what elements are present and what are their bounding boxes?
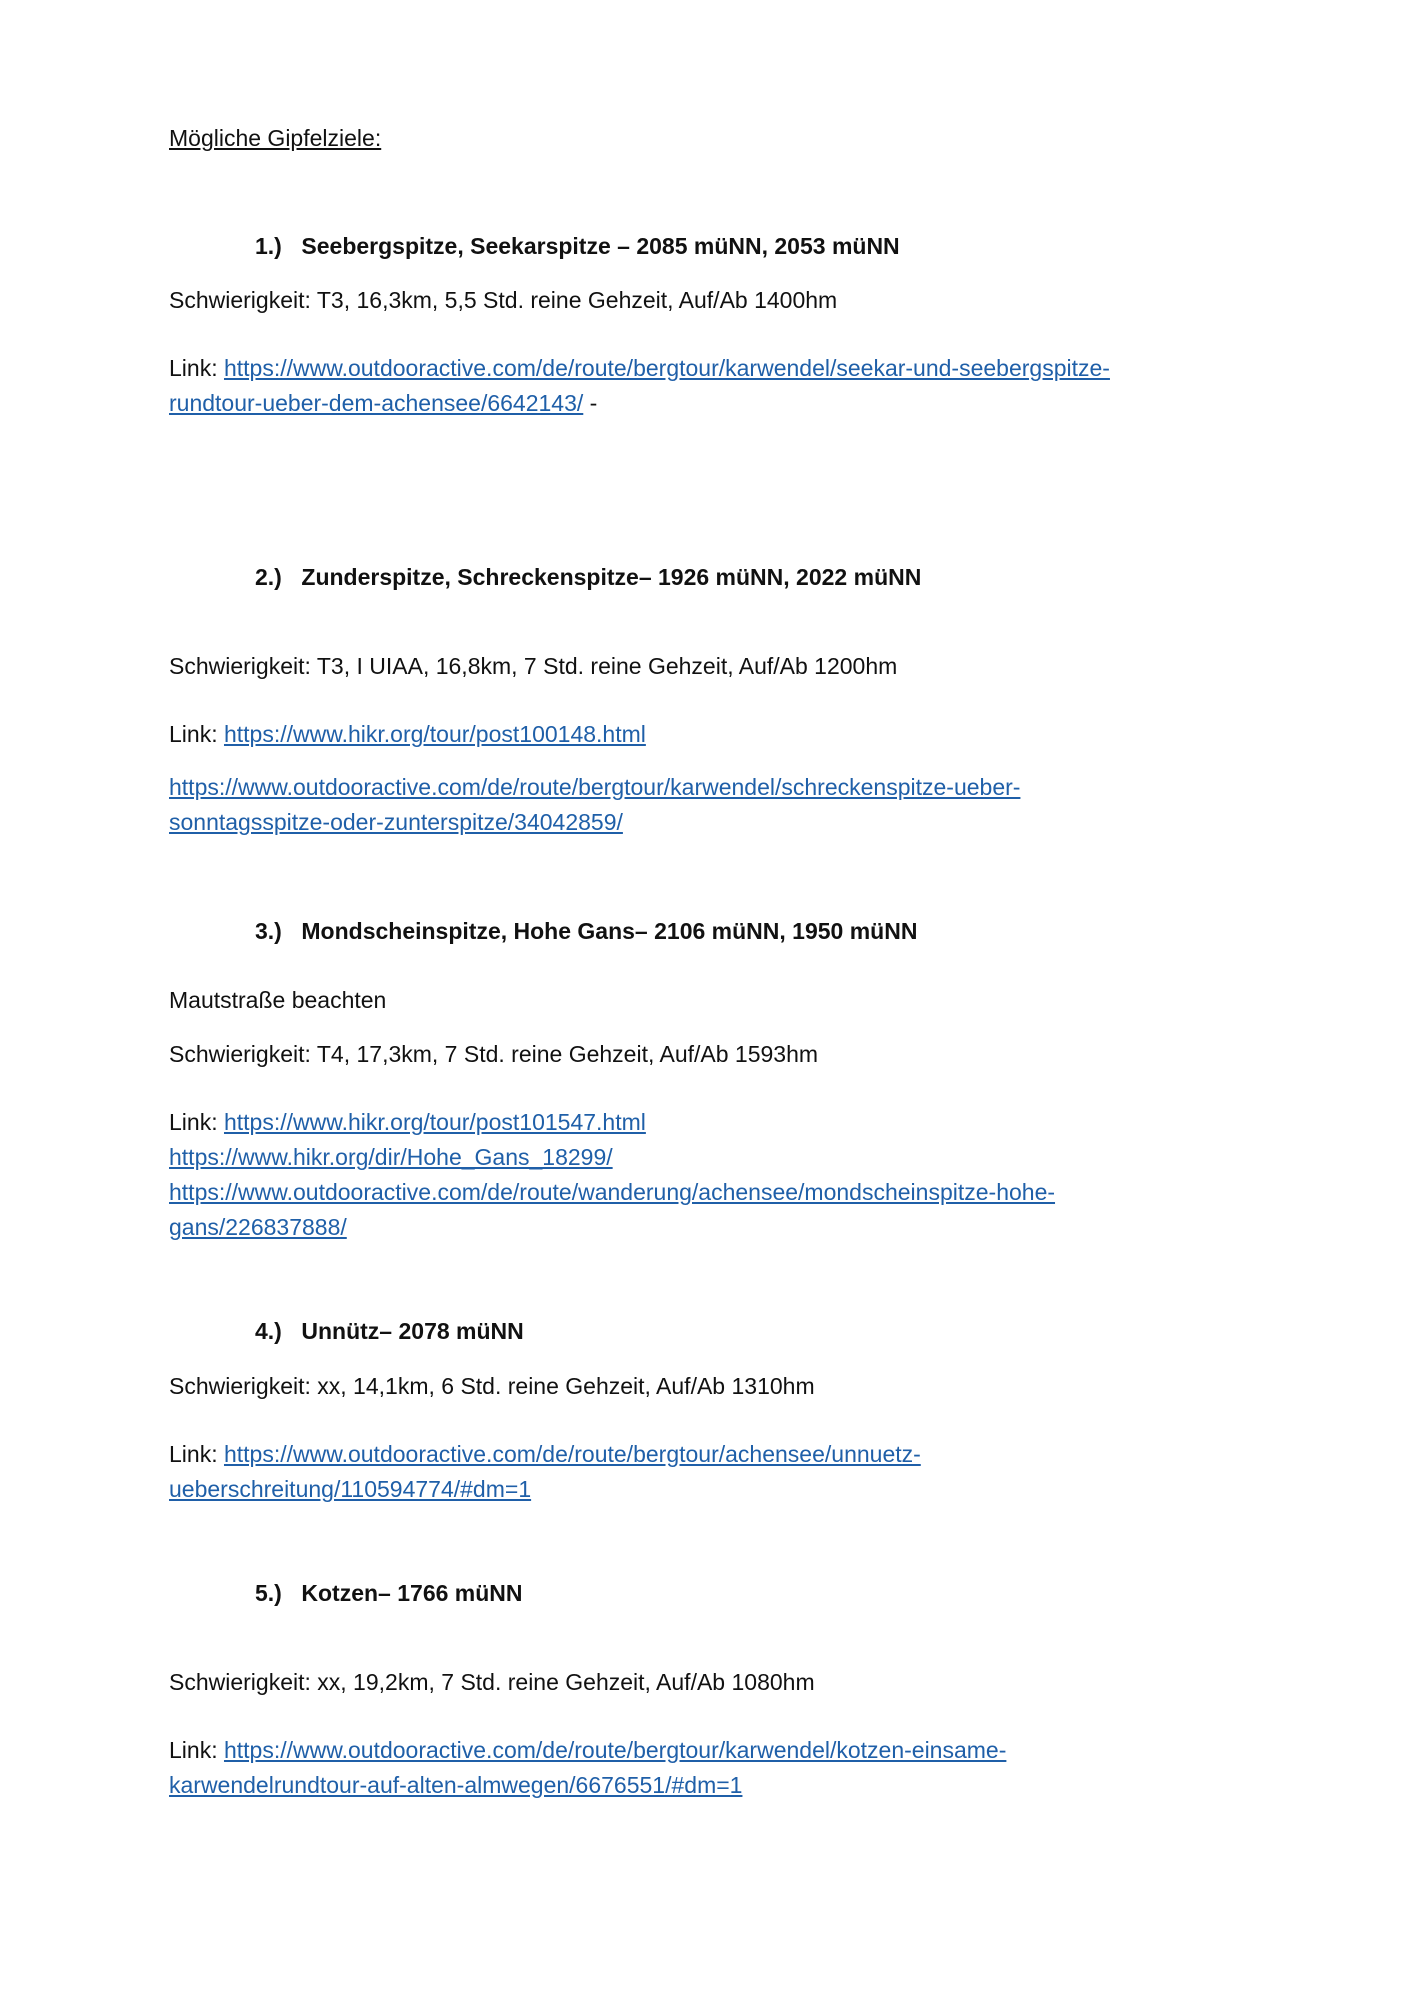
summit-3-link-3-continued[interactable]: gans/226837888/ (169, 1214, 347, 1240)
summit-4-link-line-2 (169, 1472, 531, 1506)
summit-2-difficulty: Schwierigkeit: T3, I UIAA, 16,8km, 7 Std. reine Gehzeit, Auf/Ab 1200hm (169, 653, 898, 679)
summit-5-link-line-2 (169, 1768, 742, 1802)
link-label: Link: (169, 1737, 218, 1763)
summit-number: 3.) (255, 918, 282, 944)
link-label: Link: (169, 721, 218, 747)
summit-2-link-line-1 (169, 717, 646, 751)
summit-5-link-1[interactable]: https://www.outdooractive.com/de/route/bergtour/karwendel/kotzen-einsame- (223, 1737, 1007, 1763)
summit-1-link-1-continued[interactable]: rundtour-ueber-dem-achensee/6642143/ (169, 390, 584, 416)
summit-2-link-line-2 (169, 770, 1020, 804)
summit-4-difficulty: Schwierigkeit: xx, 14,1km, 6 Std. reine Gehzeit, Auf/Ab 1310hm (169, 1373, 815, 1399)
summit-3-link-line-1 (169, 1105, 646, 1139)
summit-1-link-line-2 (169, 386, 597, 420)
summit-3-link-3[interactable]: https://www.outdooractive.com/de/route/wanderung/achensee/mondscheinspitze-hohe- (169, 1179, 1056, 1205)
summit-5-link-line-1 (169, 1733, 1006, 1767)
summit-number: 5.) (255, 1580, 282, 1606)
summit-4-link-1[interactable]: https://www.outdooractive.com/de/route/bergtour/achensee/unnuetz- (223, 1441, 921, 1467)
summit-4-link-1-continued[interactable]: ueberschreitung/110594774/#dm=1 (169, 1476, 532, 1502)
summit-1-difficulty: Schwierigkeit: T3, 16,3km, 5,5 Std. reine Gehzeit, Auf/Ab 1400hm (169, 287, 838, 313)
summit-5-link-1-continued[interactable]: karwendelrundtour-auf-alten-almwegen/6676551/#dm=1 (169, 1772, 743, 1798)
summit-title: Mondscheinspitze, Hohe Gans– 2106 müNN, 1950 müNN (301, 918, 918, 944)
summit-number: 1.) (255, 233, 282, 259)
summit-1-link-1[interactable]: https://www.outdooractive.com/de/route/bergtour/karwendel/seekar-und-seebergspitze- (223, 355, 1110, 381)
summit-1-link-line-1 (169, 351, 1110, 385)
summit-3-difficulty: Schwierigkeit: T4, 17,3km, 7 Std. reine Gehzeit, Auf/Ab 1593hm (169, 1041, 819, 1067)
link-label: Link: (169, 1441, 218, 1467)
link-label: Link: (169, 1109, 218, 1135)
summit-4-heading (255, 1314, 524, 1348)
summit-title: Unnütz– 2078 müNN (301, 1318, 524, 1344)
summit-3-link-2[interactable]: https://www.hikr.org/dir/Hohe_Gans_18299/ (169, 1144, 613, 1170)
summit-3-link-line-4 (169, 1210, 347, 1244)
summit-2-link-2-continued[interactable]: sonntagsspitze-oder-zunterspitze/34042859/ (169, 809, 623, 835)
summit-3-link-1[interactable]: https://www.hikr.org/tour/post101547.html (223, 1109, 646, 1135)
summit-number: 2.) (255, 564, 282, 590)
summit-3-heading (255, 914, 917, 948)
summit-2-heading (255, 560, 921, 594)
summit-title: Zunderspitze, Schreckenspitze– 1926 müNN, 2022 müNN (301, 564, 922, 590)
summit-1-heading (255, 229, 900, 263)
summit-4-link-line-1 (169, 1437, 921, 1471)
summit-2-link-2[interactable]: https://www.outdooractive.com/de/route/bergtour/karwendel/schreckenspitze-ueber- (169, 774, 1021, 800)
summit-title: Seebergspitze, Seekarspitze – 2085 müNN, 2053 müNN (301, 233, 900, 259)
summit-3-link-line-3 (169, 1175, 1055, 1209)
summit-title: Kotzen– 1766 müNN (301, 1580, 523, 1606)
link-label: Link: (169, 355, 218, 381)
summit-3-note: Mautstraße beachten (169, 987, 387, 1013)
summit-3-link-line-2 (169, 1140, 613, 1174)
summit-2-link-1[interactable]: https://www.hikr.org/tour/post100148.html (223, 721, 646, 747)
summit-2-link-line-3 (169, 805, 623, 839)
link-suffix: - (583, 390, 598, 416)
summit-5-heading (255, 1576, 523, 1610)
page-heading: Mögliche Gipfelziele: (169, 125, 382, 151)
summit-5-difficulty: Schwierigkeit: xx, 19,2km, 7 Std. reine Gehzeit, Auf/Ab 1080hm (169, 1669, 815, 1695)
summit-number: 4.) (255, 1318, 282, 1344)
